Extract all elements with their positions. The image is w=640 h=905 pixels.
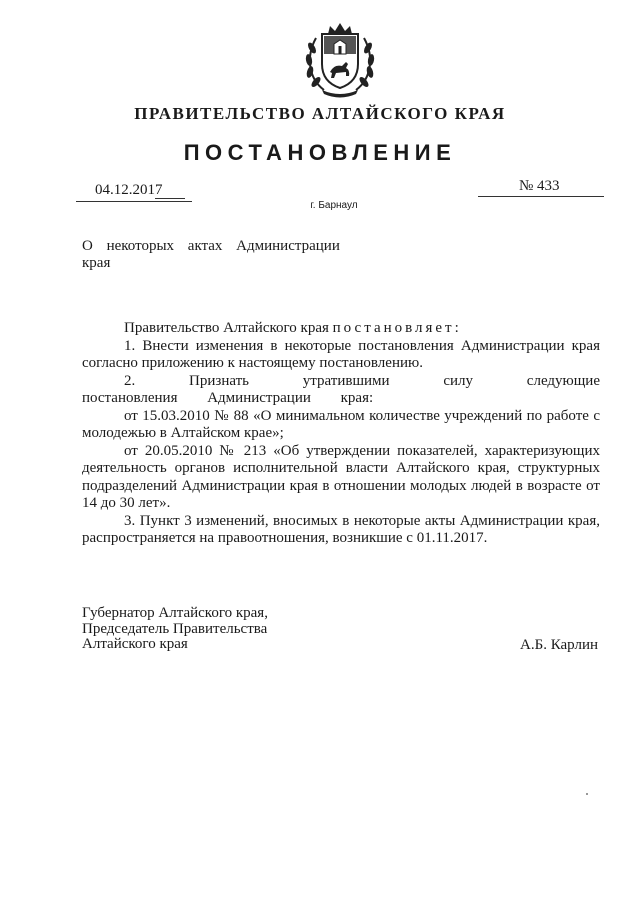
city: г. Барнаул	[310, 200, 358, 211]
body-resolves: постановляет:	[332, 320, 462, 336]
body-paragraph-3: 2. Признать утратившими силу следующие постановления Администрации края:	[82, 372, 600, 406]
signature-block	[82, 606, 268, 653]
date-underline-secondary	[155, 198, 185, 199]
subject-line-2: края	[82, 255, 111, 271]
document-date: 04.12.2017	[95, 182, 163, 198]
coat-of-arms-icon	[300, 20, 380, 98]
body-paragraph-6: 3. Пункт 3 изменений, вносимых в некоторые акты Администрации края, распространяется на правоотношения, возникшие с 01.11.2017.	[82, 512, 600, 546]
document-body	[82, 320, 600, 548]
body-paragraph-1	[82, 320, 600, 338]
body-paragraph-4: от 15.03.2010 № 88 «О минимальном количестве учреждений по работе с молодежью в Алтайском крае»;	[82, 407, 600, 441]
body-lead: Правительство Алтайского края	[124, 320, 333, 336]
document-number: № 433	[519, 178, 560, 194]
number-underline	[478, 196, 604, 197]
signature-title-1: Губернатор Алтайского края,	[82, 605, 268, 621]
subject-line-1: О некоторых актах Администрации	[82, 238, 340, 254]
signatory-name: А.Б. Карлин	[520, 637, 599, 653]
scan-speck	[586, 793, 588, 795]
body-paragraph-5: от 20.05.2010 № 213 «Об утверждении показателей, характеризующих деятельность органов исполнительной власти Алтайского края, структурных подразделений Администрации края в отношении молодых людей в возрасте от 14 до 30 лет».	[82, 442, 600, 511]
document-type: ПОСТАНОВЛЕНИЕ	[183, 140, 457, 165]
signature-title-2: Председатель Правительства	[82, 620, 268, 637]
organization-name: ПРАВИТЕЛЬСТВО АЛТАЙСКОГО КРАЯ	[134, 104, 506, 123]
body-paragraph-2: 1. Внести изменения в некоторые постановления Администрации края согласно приложению к настоящему постановлению.	[82, 337, 600, 371]
document-subject	[82, 238, 352, 272]
signature-title-3: Алтайского края	[82, 636, 188, 652]
